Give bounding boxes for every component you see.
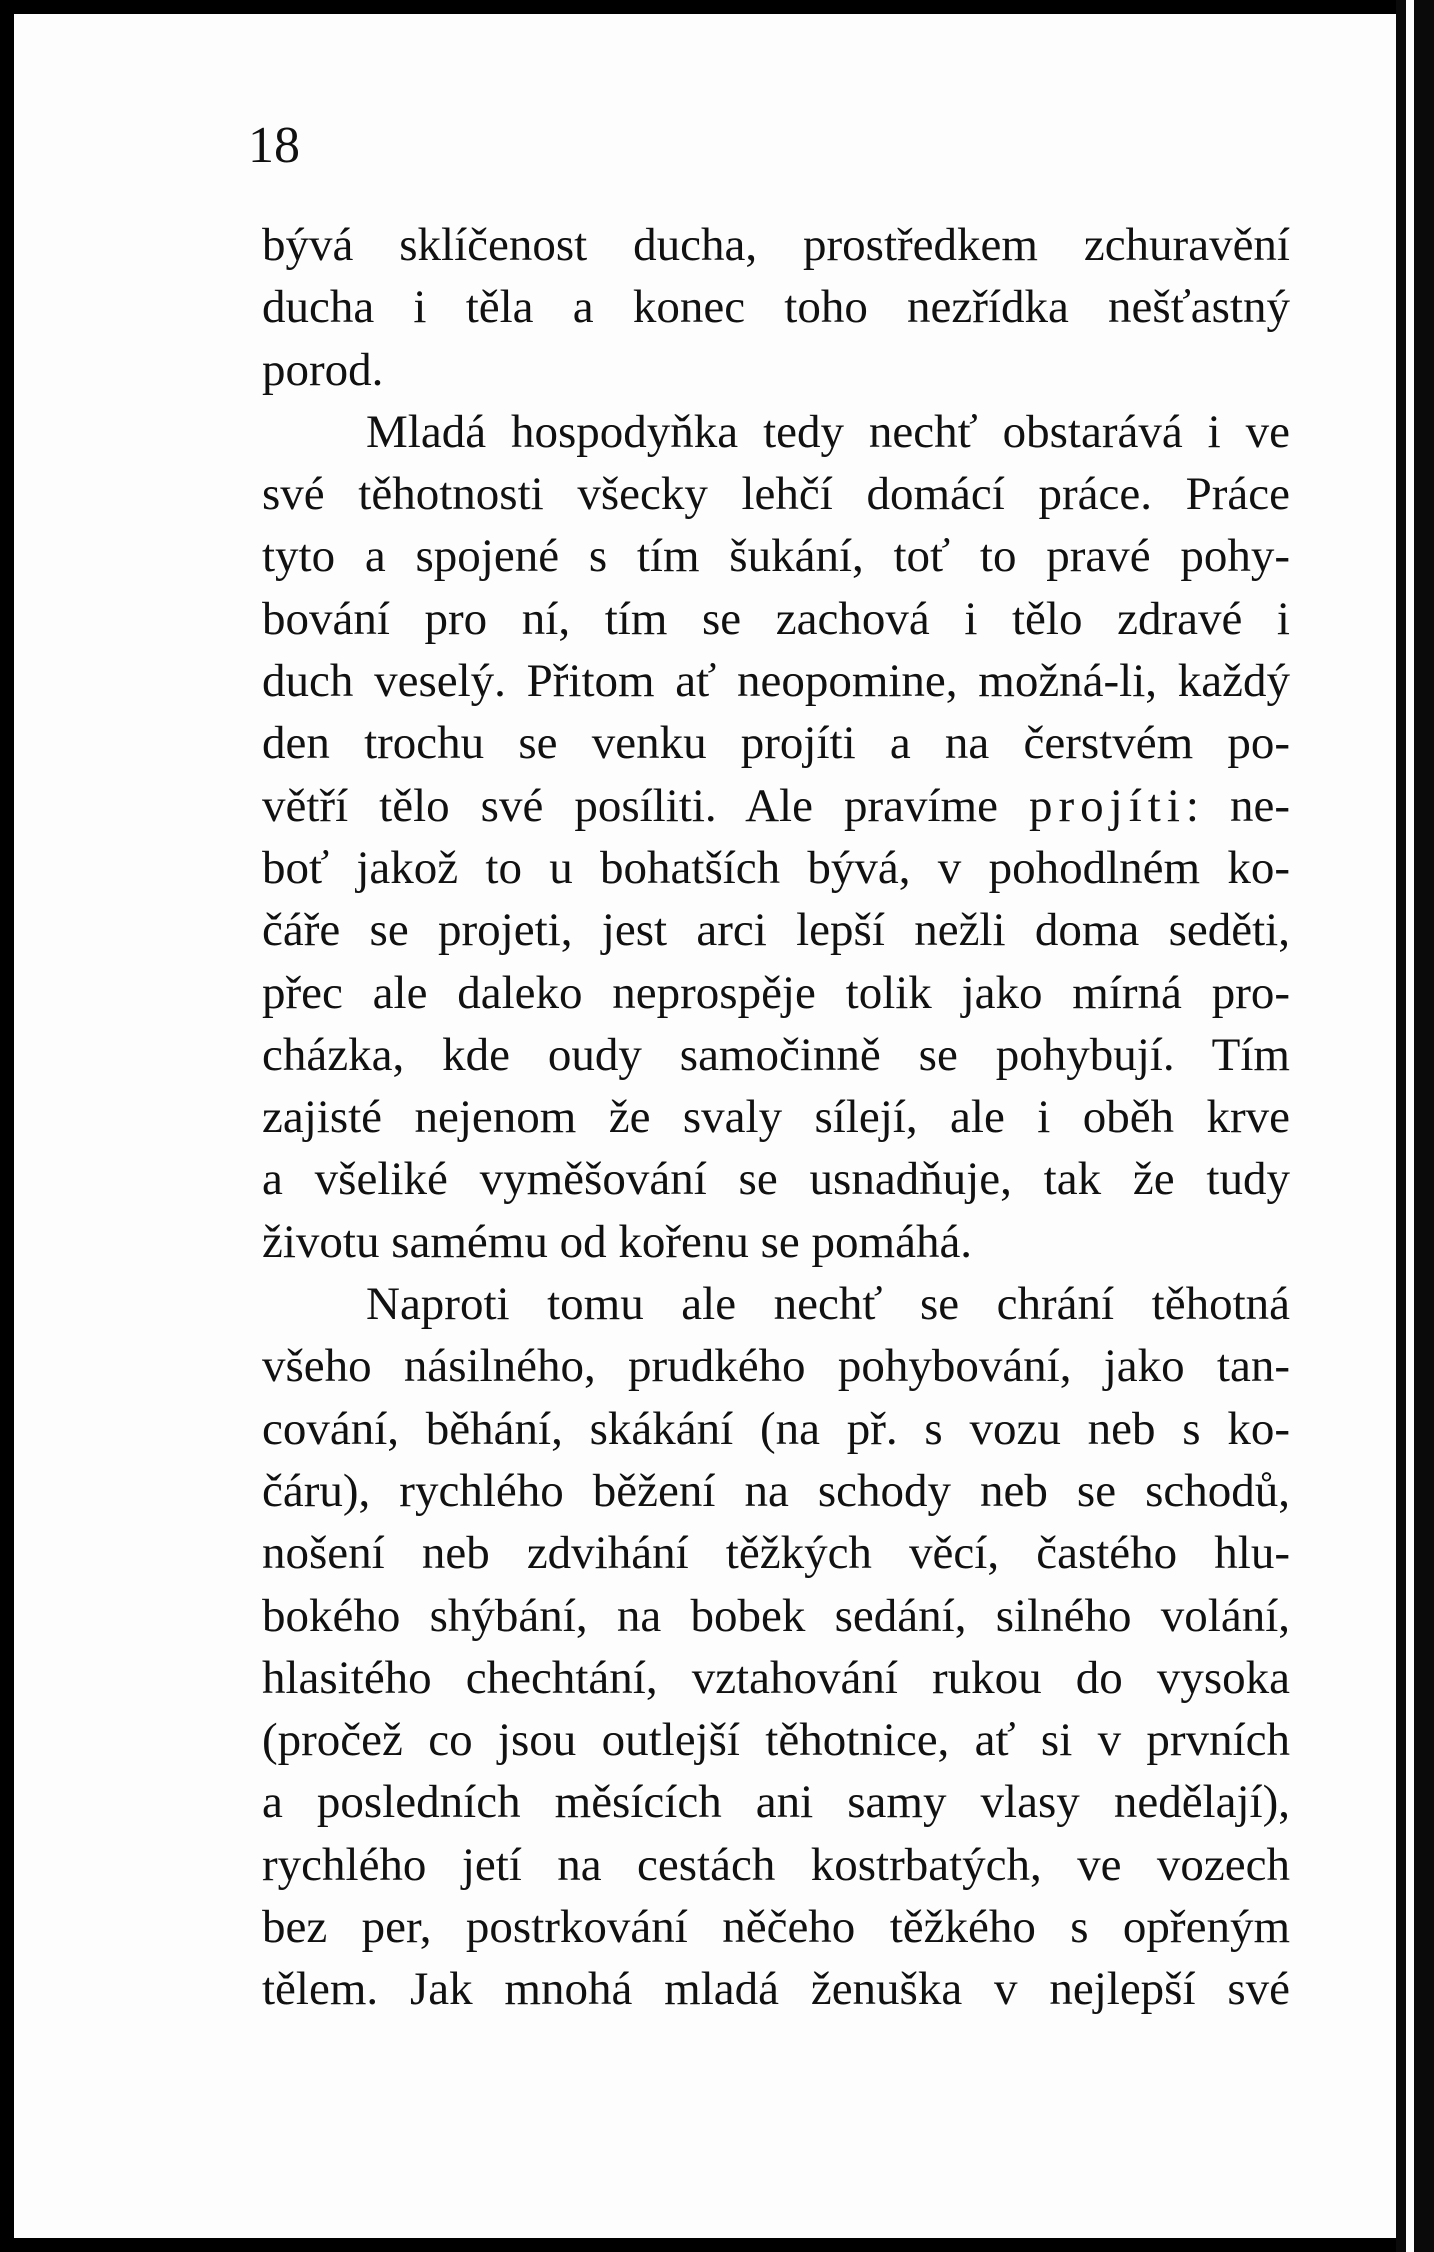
text-line: den trochu se venku projíti a na čerstvém po- [262, 717, 1290, 770]
scan-edge [1396, 0, 1434, 2252]
text-line: a posledních měsících ani samy vlasy nedělají), [262, 1776, 1290, 1829]
text-line: Mladá hospodyňka tedy nechť obstarává i ve [366, 405, 1290, 458]
page-number: 18 [248, 117, 300, 174]
body-text [262, 214, 1290, 2021]
text-line: bez per, postrkování něčeho těžkého s opřeným [262, 1901, 1290, 1954]
text-line: tyto a spojené s tím šukání, toť to pravé pohy- [262, 530, 1290, 583]
text-line: své těhotnosti všecky lehčí domácí práce. Práce [262, 468, 1290, 521]
text-line-emphasis [262, 775, 1290, 837]
text-line: porod. [262, 343, 384, 396]
text-line: Naproti tomu ale nechť se chrání těhotná [366, 1278, 1290, 1331]
text-line: bývá sklíčenost ducha, prostředkem zchuravění [262, 219, 1290, 271]
emphasized-word: projíti [1029, 779, 1186, 832]
text-line: tělem. Jak mnohá mladá ženuška v nejlepší své [262, 1963, 1290, 2016]
text-line: rychlého jetí na cestách kostrbatých, ve vozech [262, 1838, 1290, 1891]
text-line: bokého shýbání, na bobek sedání, silného volání, [262, 1589, 1290, 1642]
text-line: cházka, kde oudy samočinně se pohybují. Tím [262, 1028, 1290, 1081]
text-line: nošení neb zdvihání těžkých věcí, častého hlu- [262, 1527, 1290, 1580]
text-line: (pročež co jsou outlejší těhotnice, ať si v prvních [262, 1714, 1290, 1767]
scan-edge-strip [1406, 0, 1414, 2252]
text-line: bování pro ní, tím se zachová i tělo zdravé i [262, 592, 1290, 645]
text-line: ducha i těla a konec toho nezřídka nešťastný [262, 281, 1290, 334]
text-line: všeho násilného, prudkého pohybování, jako tan- [262, 1340, 1290, 1393]
text-line: a všeliké vyměšování se usnadňuje, tak že tudy [262, 1153, 1290, 1206]
book-page [14, 14, 1396, 2238]
text-segment: : ne- [1185, 779, 1290, 832]
text-line: čáře se projeti, jest arci lepší nežli doma seděti, [262, 904, 1290, 957]
text-line: přec ale daleko neprospěje tolik jako mírná pro- [262, 966, 1290, 1019]
text-line: duch veselý. Přitom ať neopomine, možná-li, každý [262, 655, 1290, 708]
text-segment: větří tělo své posíliti. Ale pravíme [262, 779, 998, 832]
text-line: boť jakož to u bohatších bývá, v pohodlném ko- [262, 841, 1290, 894]
text-line: cování, běhání, skákání (na př. s vozu neb s ko- [262, 1402, 1290, 1455]
text-line: životu samému od kořenu se pomáhá. [262, 1215, 973, 1268]
text-line: hlasitého chechtání, vztahování rukou do vysoka [262, 1651, 1290, 1704]
text-line: čáru), rychlého běžení na schody neb se schodů, [262, 1464, 1290, 1517]
text-line: zajisté nejenom že svaly sílejí, ale i oběh krve [262, 1091, 1290, 1144]
